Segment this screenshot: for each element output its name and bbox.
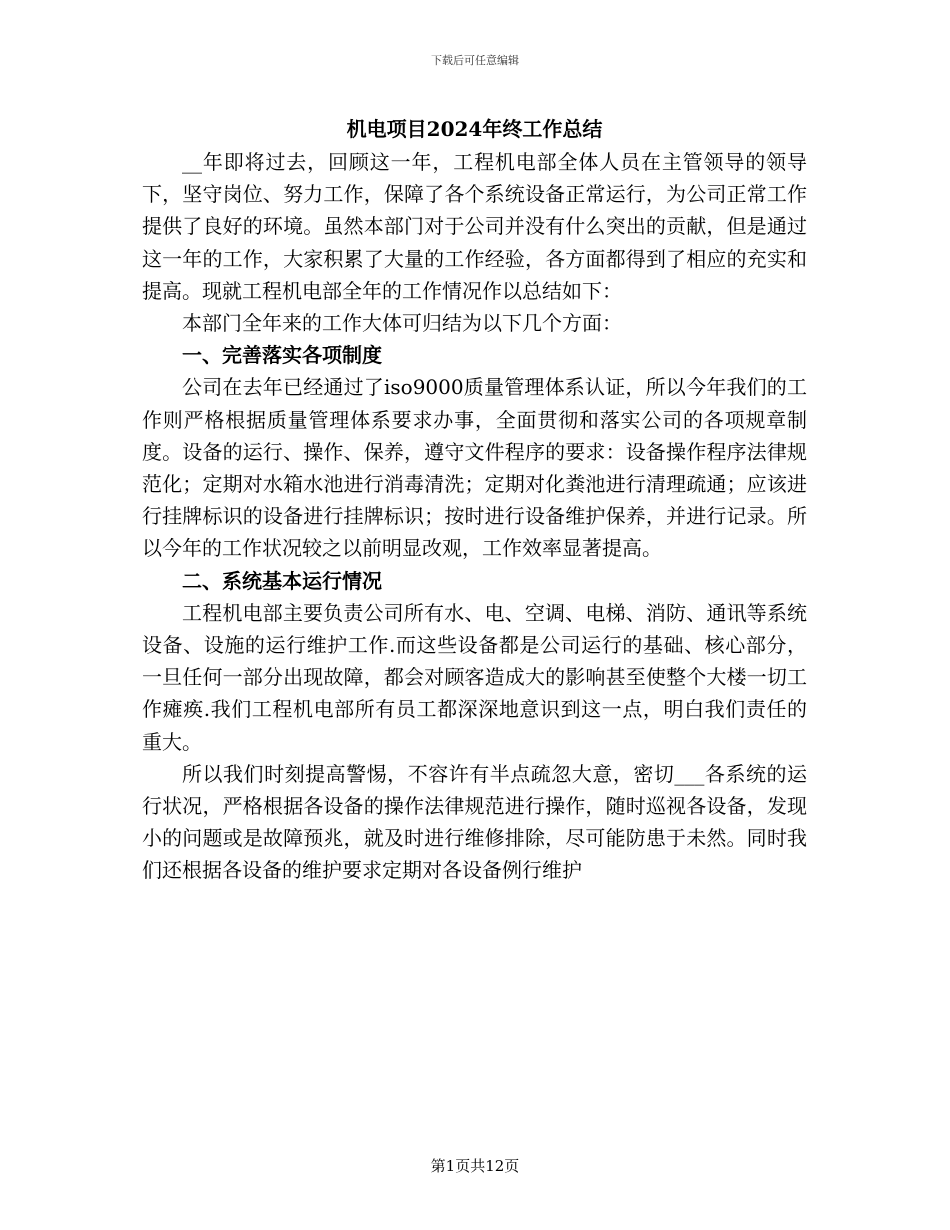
summary-paragraph: 本部门全年来的工作大体可归结为以下几个方面：: [182, 311, 622, 336]
page-footer: 第1页共12页: [430, 1157, 520, 1175]
document-body: [142, 112, 807, 887]
page-header: 下载后可任意编辑: [431, 54, 519, 67]
section-2-paragraph-1: 工程机电部主要负责公司所有水、电、空调、电梯、消防、通讯等系统设备、设施的运行维护工作.而这些设备都是公司运行的基础、核心部分，一旦任何一部分出现故障，都会对顾客造成大的影响甚至使整个大楼一切工作瘫痪.我们工程机电部所有员工都深深地意识到这一点，明白我们责任的重大。: [142, 600, 807, 754]
section-2-paragraph-2: 所以我们时刻提高警惕，不容许有半点疏忽大意，密切___各系统的运行状况，严格根据各设备的操作法律规范进行操作，随时巡视各设备，发现小的问题或是故障预兆，就及时进行维修排除，尽可能防患于未然。同时我们还根据各设备的维护要求定期对各设备例行维护: [142, 761, 807, 883]
section-heading-2: 二、系统基本运行情况: [182, 568, 382, 593]
document-title: 机电项目2024年终工作总结: [346, 117, 603, 141]
section-1-paragraph: 公司在去年已经通过了iso9000质量管理体系认证，所以今年我们的工作则严格根据质量管理体系要求办事，全面贯彻和落实公司的各项规章制度。设备的运行、操作、保养，遵守文件程序的要求：设备操作程序法律规范化；定期对水箱水池进行消毒清洗；定期对化粪池进行清理疏通；应该进行挂牌标识的设备进行挂牌标识；按时进行设备维护保养，并进行记录。所以今年的工作状况较之以前明显改观，工作效率显著提高。: [142, 375, 807, 561]
intro-paragraph: __年即将过去，回顾这一年，工程机电部全体人员在主管领导的领导下，坚守岗位、努力工作，保障了各个系统设备正常运行，为公司正常工作提供了良好的环境。虽然本部门对于公司并没有什么突出的贡献，但是通过这一年的工作，大家积累了大量的工作经验，各方面都得到了相应的充实和提高。现就工程机电部全年的工作情况作以总结如下：: [142, 150, 807, 303]
section-heading-1: 一、完善落实各项制度: [182, 343, 382, 368]
